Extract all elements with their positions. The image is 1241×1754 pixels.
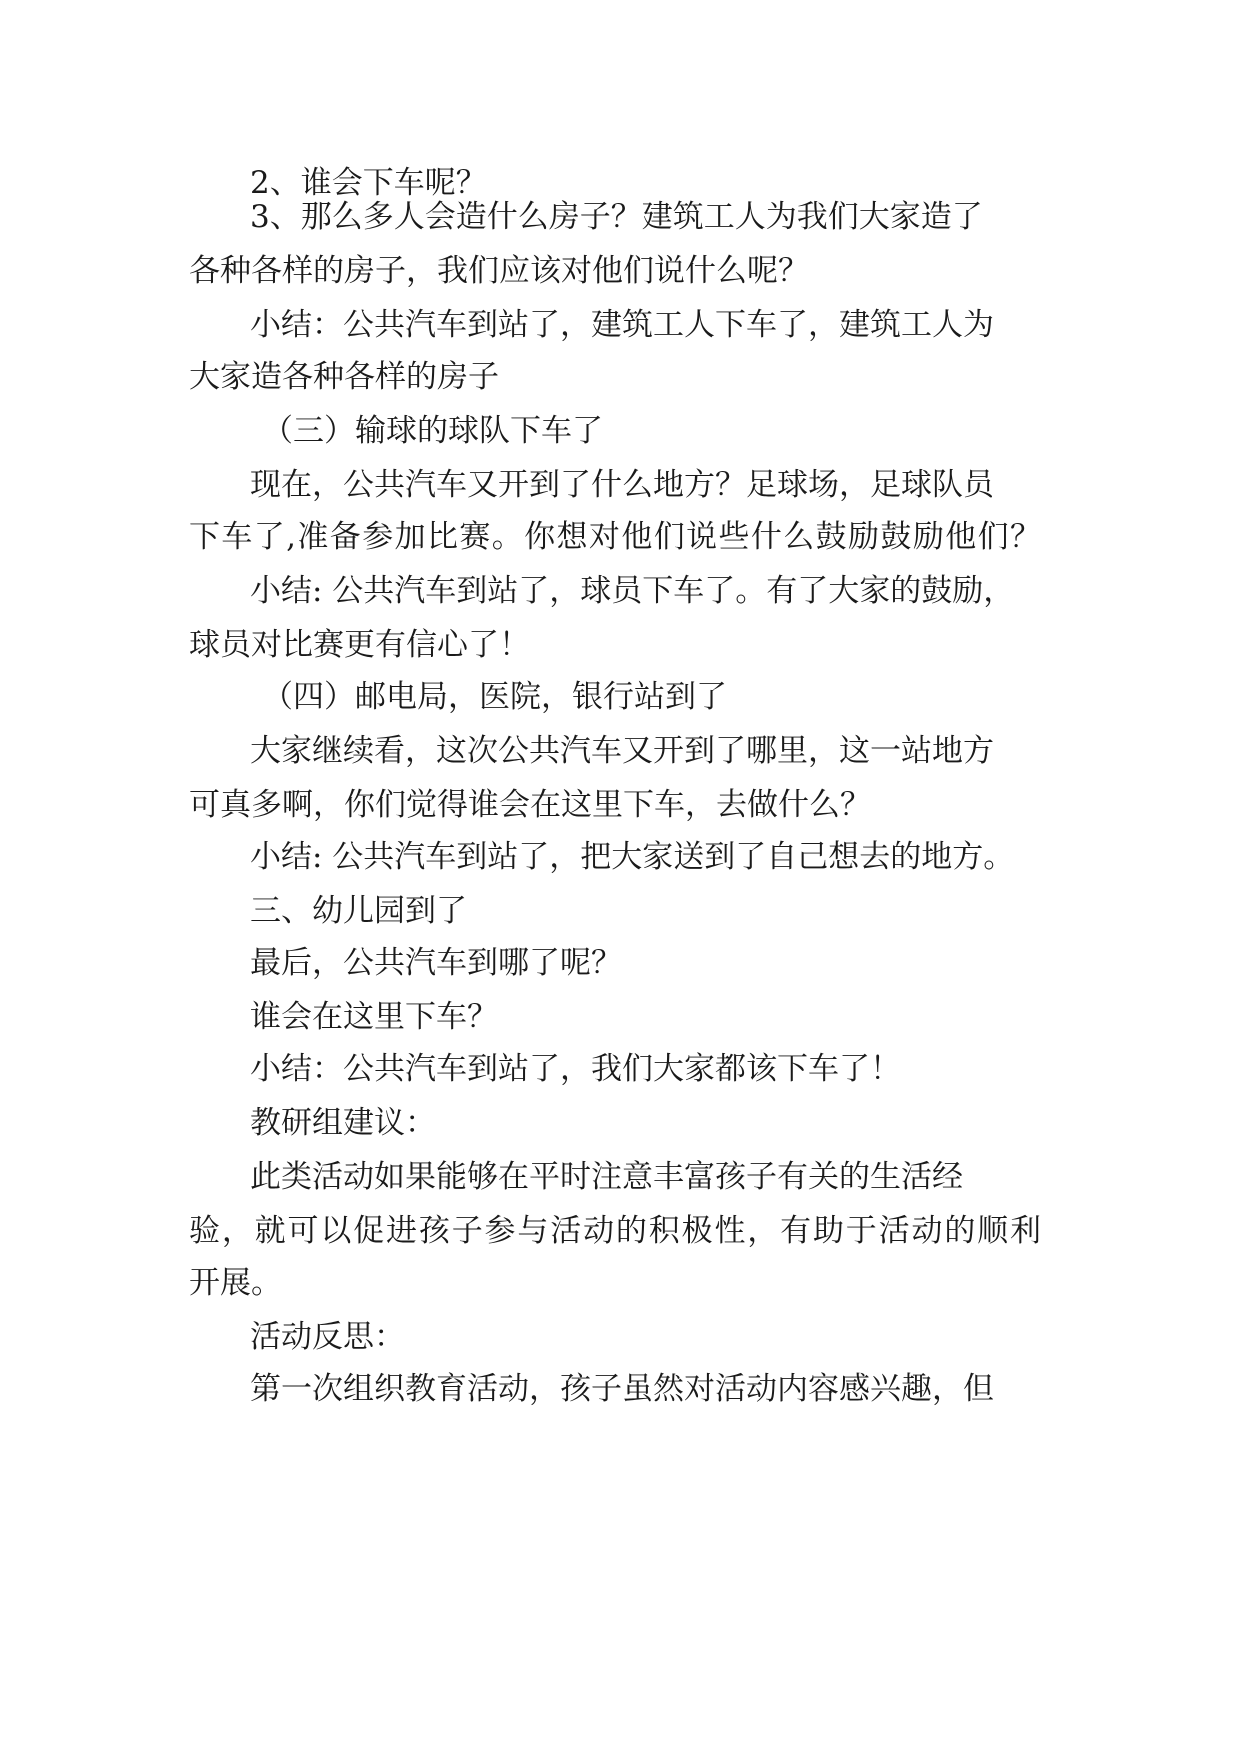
text-line: 球员对比赛更有信心了！	[189, 627, 530, 663]
text-line: 现在，公共汽车又开到了什么地方？足球场，足球队员	[250, 467, 994, 503]
text-line: 小结: 公共汽车到站了，把大家送到了自己想去的地方。	[250, 839, 1015, 875]
text-line: 下车了,准备参加比赛。你想对他们说些什么鼓励鼓励他们？	[189, 519, 1041, 555]
section-heading: （四）邮电局，医院，银行站到了	[262, 679, 727, 715]
text-line: 谁会在这里下车？	[250, 999, 498, 1035]
text-line: 第一次组织教育活动，孩子虽然对活动内容感兴趣，但	[250, 1371, 994, 1407]
text-line: 各种各样的房子，我们应该对他们说什么呢？	[189, 253, 809, 289]
text-line: 此类活动如果能够在平时注意丰富孩子有关的生活经	[250, 1159, 963, 1195]
text-line: 小结：公共汽车到站了，建筑工人下车了，建筑工人为	[250, 307, 994, 343]
text-line: 大家继续看，这次公共汽车又开到了哪里，这一站地方	[250, 733, 994, 769]
text-line: 小结：公共汽车到站了，我们大家都该下车了！	[250, 1051, 901, 1087]
text-line: 2、谁会下车呢？	[250, 165, 487, 201]
text-line: 开展。	[189, 1265, 282, 1301]
section-heading: （三）输球的球队下车了	[262, 413, 603, 449]
text-line: 可真多啊，你们觉得谁会在这里下车，去做什么？	[189, 787, 871, 823]
text-line: 大家造各种各样的房子	[189, 359, 499, 395]
text-line: 小结: 公共汽车到站了，球员下车了。有了大家的鼓励，	[250, 573, 1015, 609]
text-line: 3、那么多人会造什么房子？建筑工人为我们大家造了	[250, 199, 983, 235]
section-heading: 教研组建议：	[250, 1105, 436, 1141]
section-heading: 活动反思：	[250, 1319, 405, 1355]
text-line: 最后，公共汽车到哪了呢？	[250, 945, 622, 981]
text-line: 验，就可以促进孩子参与活动的积极性，有助于活动的顺利	[189, 1213, 1041, 1249]
section-heading: 三、幼儿园到了	[250, 893, 467, 929]
